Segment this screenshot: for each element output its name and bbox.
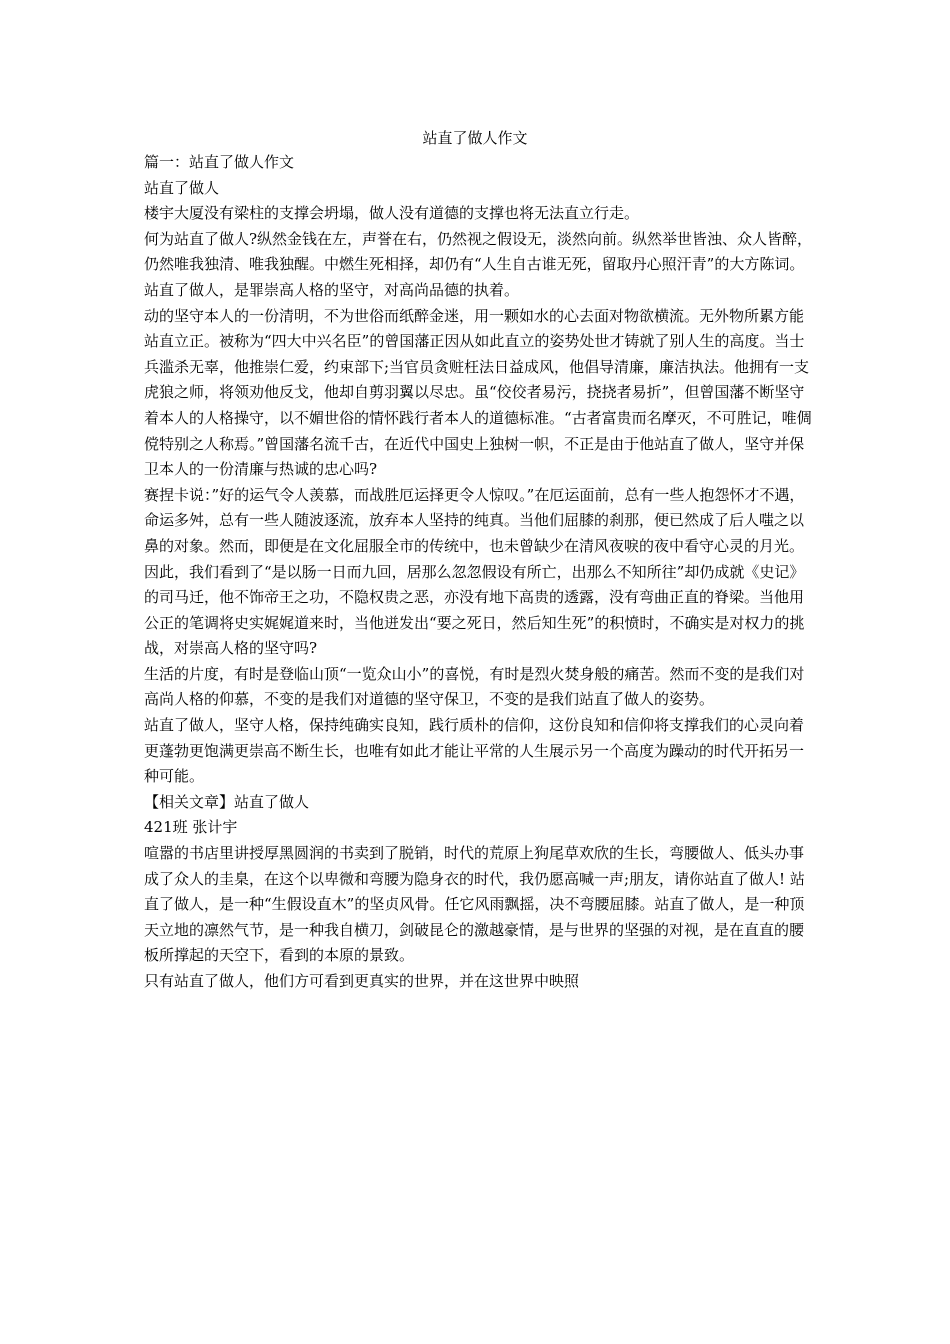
paragraph: 楼宇大厦没有梁柱的支撑会坍塌，做人没有道德的支撑也将无法直立行走。	[144, 204, 640, 223]
paragraph: 只有站直了做人，他们方可看到更真实的世界，并在这世界中映照	[144, 972, 580, 990]
author-line: 421班 张计宇	[144, 818, 238, 837]
paragraph: 生活的片度，有时是登临山顶“一览众山小”的喜悦，有时是烈火焚身般的痛苦。然而不变的是我们对高尚人格的仰慕，不变的是我们对道德的坚守保卫，不变的是我们站直了做人的姿势。	[144, 664, 805, 709]
document-body	[144, 150, 814, 995]
paragraph: 动的坚守本人的一份清明，不为世俗而纸醉金迷，用一颗如水的心去面对物欲横流。无外物所累方能站直立正。被称为“四大中兴名臣”的曾国藩正因从如此直立的姿势处世才铸就了别人生的高度。当士兵滥杀无辜，他推崇仁爱，约束部下;当官员贪赃枉法日益成风，他倡导清廉，廉洁执法。他拥有一支虎狼之师，将领劝他反戈，他却自剪羽翼以尽忠。虽“佼佼者易污，挠挠者易折”，但曾国藩不断坚守着本人的人格操守，以不媚世俗的情怀践行者本人的道德标准。“古者富贵而名摩灭，不可胜记，唯倜傥特别之人称焉。”曾国藩名流千古，在近代中国史上独树一帜，不正是由于他站直了做人，坚守并保卫本人的一份清廉与热诚的忠心吗?	[144, 306, 812, 479]
paragraph: 因此，我们看到了“是以肠一日而九回，居那么忽忽假设有所亡，出那么不知所往”却仍成就《史记》的司马迁，他不饰帝王之功，不隐权贵之恶，亦没有地下高贵的透露，没有弯曲正直的脊梁。当他用公正的笔调将史实娓娓道来时，当他迸发出“要之死日，然后知生死”的积愤时，不确实是对权力的挑战，对崇高人格的坚守吗?	[144, 562, 805, 658]
paragraph: 喧嚣的书店里讲授厚黑圆润的书卖到了脱销，时代的荒原上狗尾草欢欣的生长，弯腰做人、低头办事成了众人的圭臬，在这个以卑微和弯腰为隐身衣的时代，我仍愿高喊一声;朋友，请你站直了做人! 站直了做人，是一种“生假设直木”的坚贞风骨。任它风雨飘摇，决不弯腰屈膝。站直了做人，是一种顶天立地的凛然气节，是一种我自横刀，剑破昆仑的激越豪情，是与世界的坚强的对视，是在直直的腰板所撑起的天空下，看到的本原的景致。	[144, 844, 805, 965]
essay-title: 站直了做人	[144, 178, 220, 197]
document-title: 站直了做人作文	[422, 129, 528, 147]
related-article-heading: 【相关文章】站直了做人	[144, 792, 310, 811]
paragraph: 赛捏卡说：”好的运气令人羡慕，而战胜厄运择更令人惊叹。”在厄运面前，总有一些人抱怨怀才不遇，命运多舛，总有一些人随波逐流，放弃本人坚持的纯真。当他们屈膝的刹那，便已然成了后人嗤之以鼻的对象。然而，即便是在文化屈服全市的传统中，也未曾缺少在清风夜唳的夜中看守心灵的月光。	[144, 485, 805, 555]
paragraph: 何为站直了做人?纵然金钱在左，声誉在右，仍然视之假设无，淡然向前。纵然举世皆浊、众人皆醉，仍然唯我独清、唯我独醒。中燃生死相择，却仍有“人生自古谁无死，留取丹心照汗青”的大方陈词。站直了做人，是罪崇高人格的坚守，对高尚品德的执着。	[144, 229, 813, 299]
section-heading: 篇一：站直了做人作文	[144, 153, 295, 171]
paragraph: 站直了做人，坚守人格，保持纯确实良知，践行质朴的信仰，这份良知和信仰将支撑我们的心灵向着更蓬勃更饱满更崇高不断生长，也唯有如此才能让平常的人生展示另一个高度为躁动的时代开拓另一种可能。	[144, 716, 805, 786]
